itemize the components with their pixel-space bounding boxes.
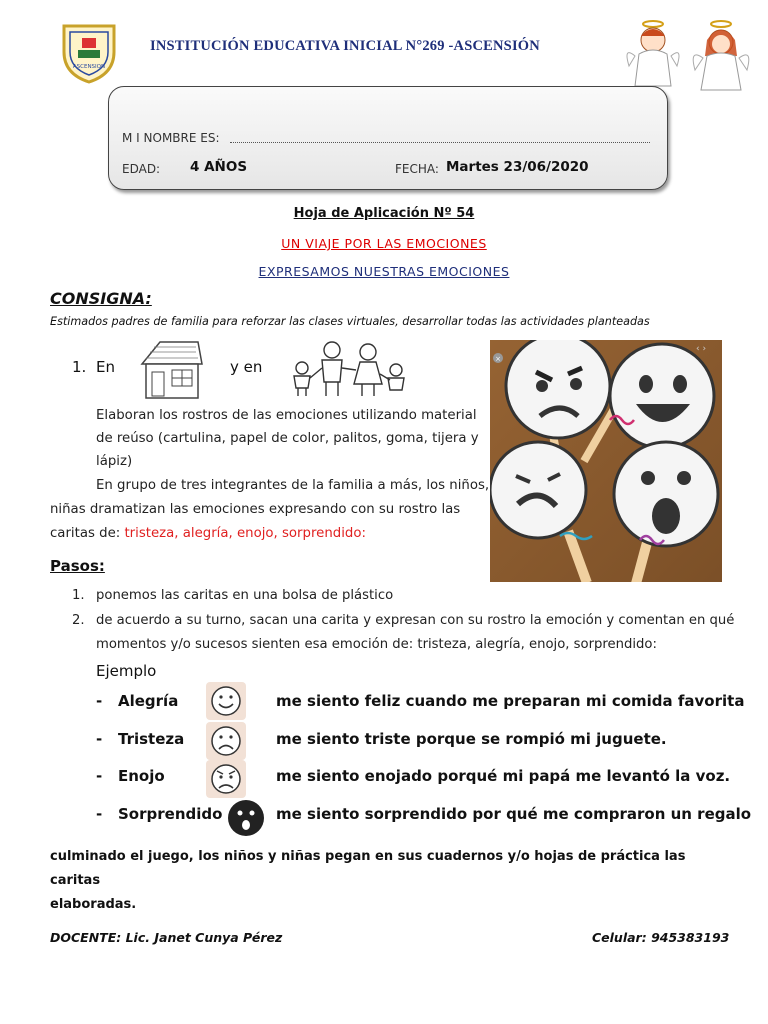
example-dash: -: [96, 730, 103, 748]
activity-en2-label: y en: [230, 358, 263, 376]
house-icon: [138, 338, 206, 400]
activity-paragraph-2-line1: En grupo de tres integrantes de la familia a más, los niños,: [96, 478, 490, 493]
example-sentence-enojo: me siento enojado porqué mi papá me levantó la voz.: [276, 767, 731, 785]
sad-face-icon: [206, 722, 246, 760]
crest-label: ASCENSION: [72, 64, 106, 70]
teacher-phone: Celular: 945383193: [592, 930, 730, 945]
step-1-number: 1.: [72, 588, 85, 603]
family-icon: [286, 338, 410, 398]
example-dash: -: [96, 692, 103, 710]
closing-text: culminado el juego, los niños y niñas pegan en sus cuadernos y/o hojas de práctica las caritas elaboradas.: [50, 849, 686, 912]
example-emotion-enojo: Enojo: [118, 767, 165, 785]
age-value: 4 AÑOS: [190, 159, 248, 175]
activity-number: 1.: [72, 358, 87, 376]
activity-en-label: En: [96, 358, 115, 376]
step-2-text-line2: momentos y/o sucesos sienten esa emoción de: tristeza, alegría, enojo, sorprendido:: [96, 637, 657, 652]
consigna-text: Estimados padres de familia para reforzar las clases virtuales, desarrollar todas las actividades planteadas: [50, 315, 650, 328]
angels-illustration: [625, 16, 753, 94]
example-sentence-tristeza: me siento triste porque se rompió mi juguete.: [276, 730, 667, 748]
age-label: EDAD:: [122, 162, 161, 176]
school-crest-logo: [58, 18, 120, 84]
emotions-list: tristeza, alegría, enojo, sorprendido: [124, 526, 362, 541]
example-dash: -: [96, 805, 103, 823]
step-1-text: ponemos las caritas en una bolsa de plástico: [96, 588, 394, 603]
pasos-heading: Pasos:: [50, 557, 105, 575]
name-line[interactable]: [230, 142, 650, 143]
main-title: UN VIAJE POR LAS EMOCIONES: [281, 236, 487, 251]
happy-face-icon: [206, 682, 246, 720]
example-sentence-sorprendido: me siento sorprendido por qué me compraron un regalo: [276, 805, 752, 823]
angry-face-icon: [206, 760, 246, 798]
example-emotion-tristeza: Tristeza: [118, 730, 185, 748]
svg-text:×: ×: [495, 355, 501, 363]
name-label: M I NOMBRE ES:: [122, 131, 220, 145]
step-2-number: 2.: [72, 613, 85, 628]
example-heading: Ejemplo: [96, 662, 157, 680]
example-emotion-sorprendido: Sorprendido: [118, 805, 223, 823]
date-label: FECHA:: [395, 162, 439, 176]
teacher-name: DOCENTE: Lic. Janet Cunya Pérez: [50, 930, 283, 945]
school-title: INSTITUCIÓN EDUCATIVA INICIAL N°269 -ASCENSIÓN: [150, 38, 540, 54]
svg-text:‹ ›: ‹ ›: [696, 344, 707, 354]
surprised-face-icon: [226, 798, 266, 838]
emotion-faces-photo: [490, 340, 722, 582]
activity-paragraph-2-line2: niñas dramatizan las emociones expresando con su rostro las: [50, 502, 461, 517]
example-sentence-alegria: me siento feliz cuando me preparan mi comida favorita: [276, 692, 745, 710]
sub-title: EXPRESAMOS NUESTRAS EMOCIONES: [258, 264, 510, 279]
step-2-text-line1: de acuerdo a su turno, sacan una carita y expresan con su rostro la emoción y comentan en qué: [96, 613, 735, 628]
sheet-title: Hoja de Aplicación Nº 54: [293, 206, 475, 221]
activity-paragraph-2-line3: caritas de: tristeza, alegría, enojo, sorprendido:: [50, 526, 366, 541]
example-dash: -: [96, 767, 103, 785]
consigna-heading: CONSIGNA:: [50, 289, 152, 308]
example-emotion-alegria: Alegría: [118, 692, 179, 710]
date-value: Martes 23/06/2020: [446, 159, 589, 175]
activity-paragraph-1: Elaboran los rostros de las emociones utilizando material de reúso (cartulina, papel de color, palitos, goma, tijera y lápiz): [96, 408, 479, 469]
